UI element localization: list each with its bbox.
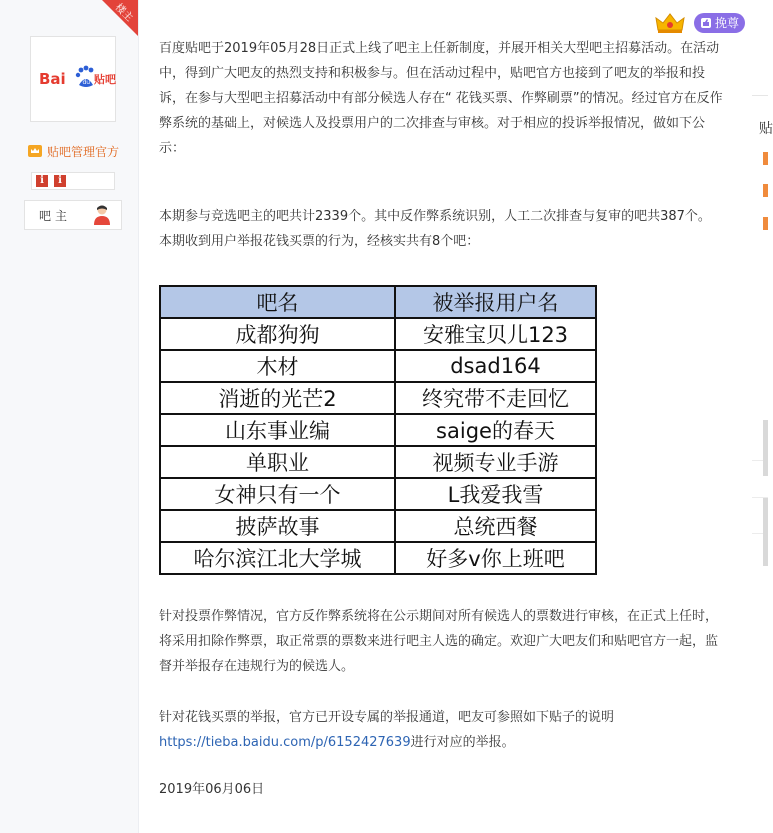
bar-name-cell: 女神只有一个 (160, 478, 395, 510)
post-content (159, 36, 729, 254)
post-footer-content (159, 604, 729, 802)
info-badge-icon[interactable]: i (36, 175, 48, 187)
floor-owner-badge: 楼主 (102, 0, 138, 36)
bar-name-cell: 消逝的光芒2 (160, 382, 395, 414)
table-row (160, 542, 596, 574)
column-header-reported-user: 被举报用户名 (395, 286, 596, 318)
avatar[interactable] (30, 36, 116, 122)
official-crown-icon (27, 143, 43, 159)
sidebar-heading: 贴 (759, 121, 773, 137)
svg-text:du: du (82, 79, 91, 86)
bar-name-cell: 哈尔滨江北大学城 (160, 542, 395, 574)
table-row (160, 478, 596, 510)
table-row (160, 414, 596, 446)
bar-name-cell: 成都狗狗 (160, 318, 395, 350)
info-badge-icon[interactable]: i (54, 175, 66, 187)
bar-name-cell: 披萨故事 (160, 510, 395, 542)
report-summary: 本期收到用户举报花钱买票的行为，经核实共有8个吧： (159, 234, 480, 249)
bar-name-cell: 木材 (160, 350, 395, 382)
sidebar-marker (763, 184, 768, 197)
thumb-icon (700, 17, 712, 29)
author-panel (0, 0, 139, 833)
sidebar-marker (763, 152, 768, 165)
sidebar-marker (763, 217, 768, 230)
crown-icon (650, 10, 690, 36)
reported-user-cell: 视频专业手游 (395, 446, 596, 478)
report-link[interactable]: https://tieba.baidu.com/p/6152427639 (159, 735, 411, 750)
bar-name-cell: 单职业 (160, 446, 395, 478)
reported-user-cell: 安雅宝贝儿123 (395, 318, 596, 350)
table-row (160, 350, 596, 382)
column-header-bar-name: 吧名 (160, 286, 395, 318)
role-badge (24, 200, 122, 230)
svg-text:贴吧: 贴吧 (94, 73, 116, 86)
report-channel-text: 针对花钱买票的举报，官方已开设专属的举报通道，吧友可参照如下贴子的说明 (159, 710, 615, 725)
report-channel-suffix: 进行对应的举报。 (410, 735, 515, 750)
scrollbar-thumb[interactable] (763, 420, 768, 476)
stats-paragraph: 本期参与竞选吧主的吧共计2339个。其中反作弊系统识别，人工二次排查与复审的吧共387个。 (159, 209, 711, 224)
right-sidebar (752, 0, 773, 833)
baidu-logo (37, 63, 116, 93)
table-header-row (160, 286, 596, 318)
author-name[interactable]: 贴吧管理官方 (47, 144, 120, 159)
scrollbar-thumb[interactable] (763, 498, 768, 566)
appeal-label: 挽尊 (715, 16, 740, 30)
table-row (160, 382, 596, 414)
user-icon (93, 204, 111, 226)
reported-user-cell: 总统西餐 (395, 510, 596, 542)
table-row (160, 510, 596, 542)
table-row (160, 318, 596, 350)
report-channel-paragraph (159, 705, 729, 755)
reported-user-cell: dsad164 (395, 350, 596, 382)
post-actions (650, 10, 745, 36)
svg-text:Bai: Bai (39, 70, 66, 88)
reported-user-cell: L我爱我雪 (395, 478, 596, 510)
post-date: 2019年06月06日 (159, 782, 265, 797)
level-badges (31, 172, 115, 190)
reported-user-cell: saige的春天 (395, 414, 596, 446)
reported-user-cell: 终究带不走回忆 (395, 382, 596, 414)
anti-cheat-paragraph: 针对投票作弊情况，官方反作弊系统将在公示期间对所有候选人的票数进行审核，在正式上任时，将采用扣除作弊票，取正常票的票数来进行吧主人选的确定。欢迎广大吧友们和贴吧官方一起，监督并举报存在违规行为的候选人。 (159, 609, 719, 674)
bar-name-cell: 山东事业编 (160, 414, 395, 446)
appeal-button[interactable] (694, 13, 745, 33)
intro-paragraph: 百度贴吧于2019年05月28日正式上线了吧主上任新制度，并展开相关大型吧主招募活动。在活动中，得到广大吧友的热烈支持和积极参与。但在活动过程中，贴吧官方也接到了吧友的举报和投诉，在参与大型吧主招募活动中有部分候选人存在“ 花钱买票、作弊刷票”的情况。经过官方在反作弊系统的基础上，对候选人及投票用户的二次排查与审核。对于相应的投诉举报情况，做如下公示： (159, 41, 723, 156)
reported-user-cell: 好多v你上班吧 (395, 542, 596, 574)
role-label: 吧主 (39, 208, 72, 223)
table-row (160, 446, 596, 478)
report-table (159, 285, 597, 575)
author-name-row[interactable] (27, 142, 119, 160)
